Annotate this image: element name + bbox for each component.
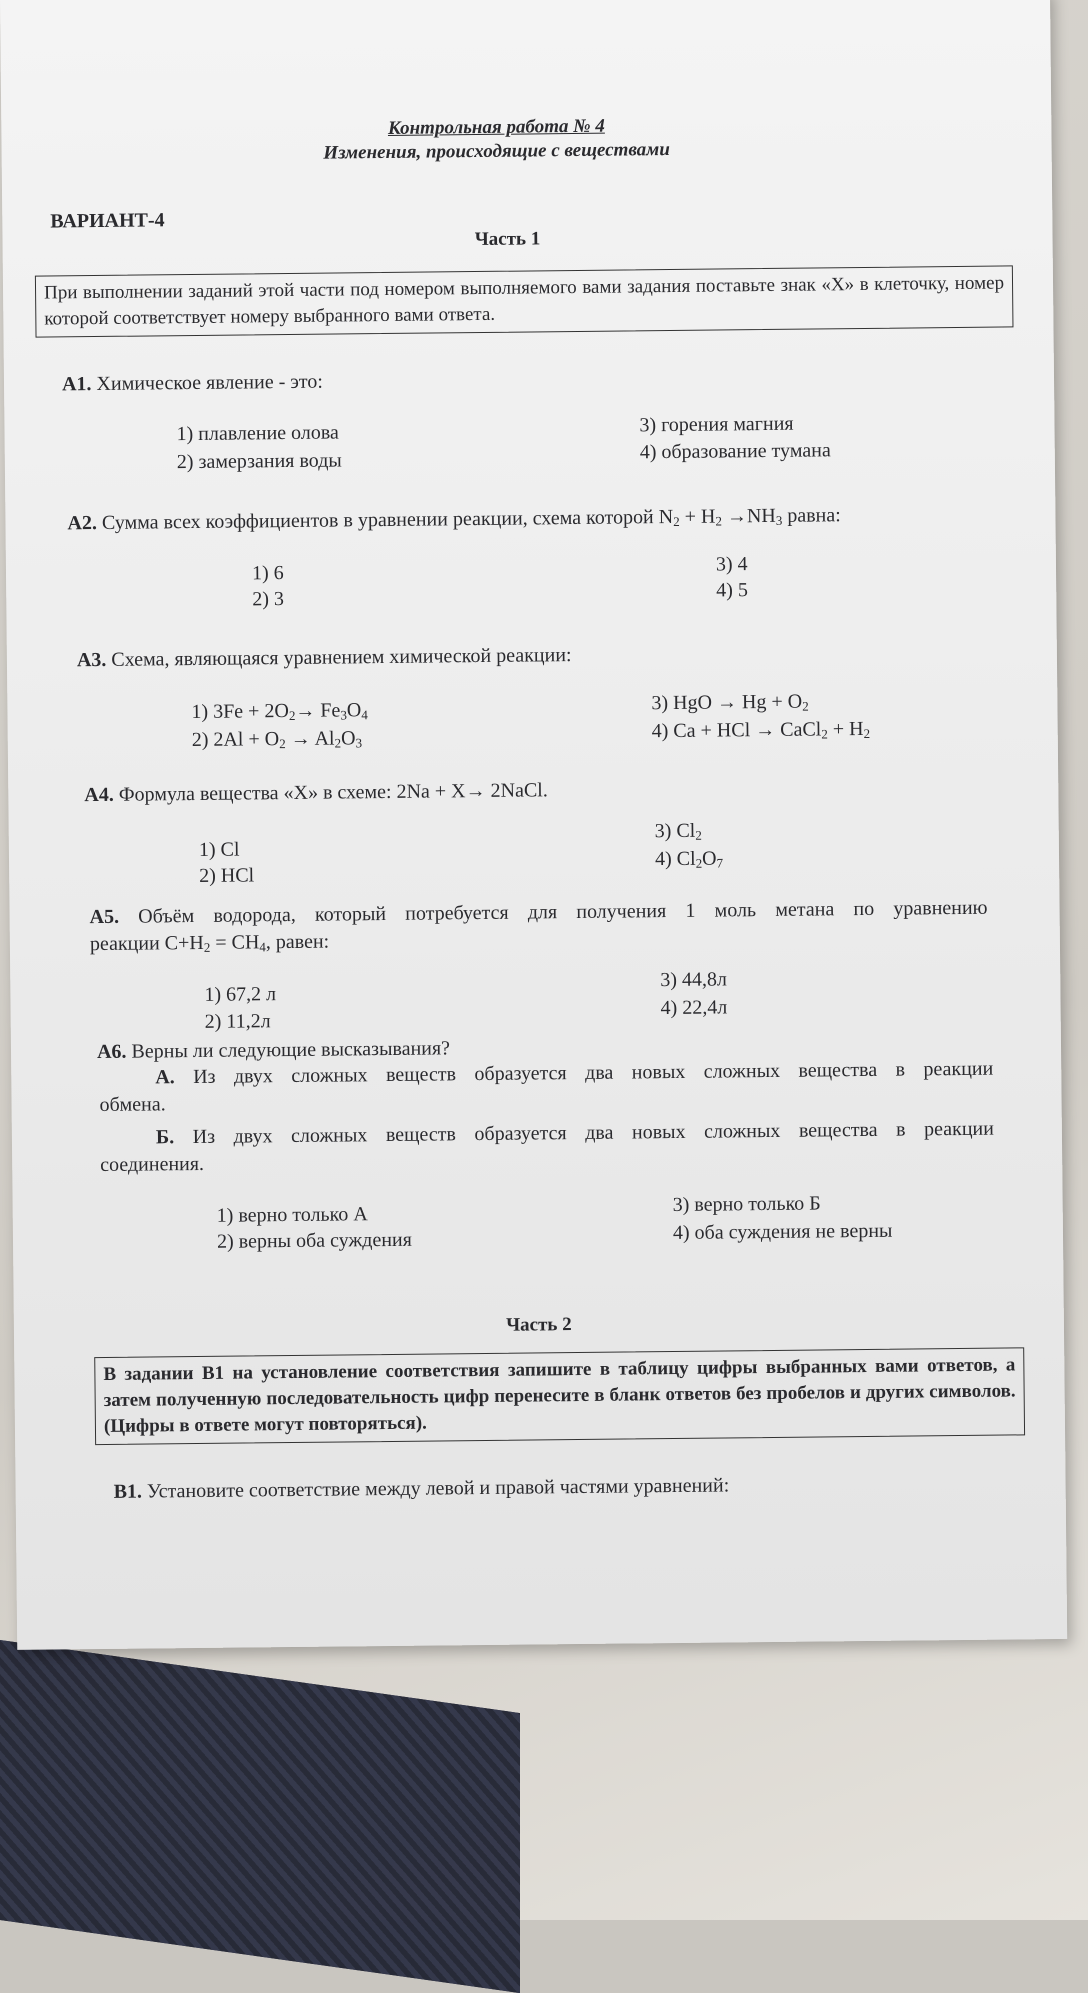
question-a5-line2: реакции $C+H_2 = CH_4$, равен:: [89, 930, 330, 956]
statement-a: А. Из двух сложных веществ образуется два новых сложных вещества в реакции: [155, 1057, 994, 1089]
question-number: В1.: [113, 1480, 143, 1503]
a6-option-4[interactable]: 4) оба суждения не верны: [672, 1219, 893, 1245]
question-a1: [62, 369, 323, 398]
a2-option-1[interactable]: 1) 6: [251, 562, 284, 585]
a5-option-3[interactable]: 3) 44,8л: [660, 968, 728, 992]
a2-option-2[interactable]: 2) 3: [252, 588, 285, 611]
a4-option-3[interactable]: 3) $Cl_2$: [654, 819, 702, 843]
question-text: Объём водорода, который потребуется для получения 1 моль метана по уравнению: [138, 896, 988, 928]
instructions-part2: В задании В1 на установление соответствия запишите в таблицу цифры выбранных вами ответов, а затем полученную последовательность цифр перенесите в бланк ответов без пробелов и других символов. (Цифры в ответе могут повторяться).: [94, 1347, 1025, 1445]
statement-a-cont: обмена.: [99, 1093, 166, 1117]
question-text: Сумма всех коэффициентов в уравнении реакции, схема которой: [101, 506, 654, 534]
question-number: А1.: [61, 373, 92, 396]
question-b1: [113, 1472, 729, 1504]
variant-label: ВАРИАНТ-4: [50, 209, 165, 233]
question-text: Химическое явление - это:: [96, 370, 324, 396]
statement-b-cont: соединения.: [100, 1152, 205, 1177]
a4-option-4[interactable]: 4) $Cl_2O_7$: [654, 847, 724, 871]
a1-option-3[interactable]: 3) горения магния: [639, 412, 794, 437]
question-number: А4.: [84, 783, 114, 807]
page-title: Контрольная работа № 4: [387, 115, 605, 139]
a1-option-4[interactable]: 4) образование тумана: [639, 439, 831, 464]
instructions-part1: При выполнении заданий этой части под номером выполняемого вами задания поставьте знак «Х» в клеточку, номер которой соответствует номеру выбранного вами ответа.: [35, 265, 1014, 337]
part2-heading: Часть 2: [506, 1314, 572, 1336]
a1-option-2[interactable]: 2) замерзания воды: [176, 449, 342, 474]
a5-option-2[interactable]: 2) 11,2л: [204, 1010, 271, 1033]
a5-option-4[interactable]: 4) 22,4л: [660, 996, 728, 1020]
a6-option-2[interactable]: 2) верны оба суждения: [216, 1228, 413, 1253]
question-a5: [89, 895, 987, 931]
page-subtitle: Изменения, происходящие с веществами: [323, 138, 670, 164]
question-text: Формула вещества «Х» в схеме: 2Na + X→ 2NaCl.: [118, 779, 548, 806]
statement-b: Б. Из двух сложных веществ образуется два новых сложных вещества в реакции: [155, 1117, 995, 1149]
a2-option-3[interactable]: 3) 4: [715, 553, 748, 576]
a3-option-4[interactable]: 4) Ca + HCl → CaCl$_2$ + $H_2$: [651, 717, 871, 743]
a3-option-3[interactable]: 3) HgO → $Hg + O_2$: [651, 690, 809, 715]
question-number: А6.: [96, 1040, 127, 1064]
a3-option-2[interactable]: 2) $2Al + O_2 \to Al_2O_3$: [191, 727, 363, 752]
question-a4: [84, 777, 548, 808]
a2-option-4[interactable]: 4) 5: [716, 579, 749, 602]
a3-option-1[interactable]: 1) $3Fe + 2O_2\to Fe_3O_4$: [191, 699, 368, 724]
question-a2: А2. Сумма всех коэффициентов в уравнении реакции, схема которой $N_2 + H_2 \to NH_3$ равна:: [67, 504, 841, 535]
question-number: А2.: [67, 512, 98, 535]
question-text: Схема, являющаяся уравнением химической реакции:: [111, 644, 572, 671]
a1-option-1[interactable]: 1) плавление олова: [176, 421, 339, 446]
reaction-scheme: $N_2 + H_2 \to NH_3$: [658, 504, 783, 529]
question-number: А3.: [76, 648, 107, 672]
a5-option-1[interactable]: 1) 67,2 л: [204, 983, 277, 1006]
part1-heading: Часть 1: [474, 228, 541, 251]
a6-option-3[interactable]: 3) верно только Б: [672, 1192, 821, 1217]
a4-option-1[interactable]: 1) Cl: [198, 838, 240, 861]
question-a6: [97, 1035, 450, 1065]
a6-option-1[interactable]: 1) верно только А: [216, 1203, 368, 1227]
question-text: Верны ли следующие высказывания?: [131, 1037, 451, 1063]
question-text: Установите соответствие между левой и правой частями уравнений:: [146, 1474, 730, 1503]
a4-option-2[interactable]: 2) HCl: [199, 864, 255, 887]
question-a3: [77, 642, 572, 673]
question-number: А5.: [89, 905, 120, 929]
